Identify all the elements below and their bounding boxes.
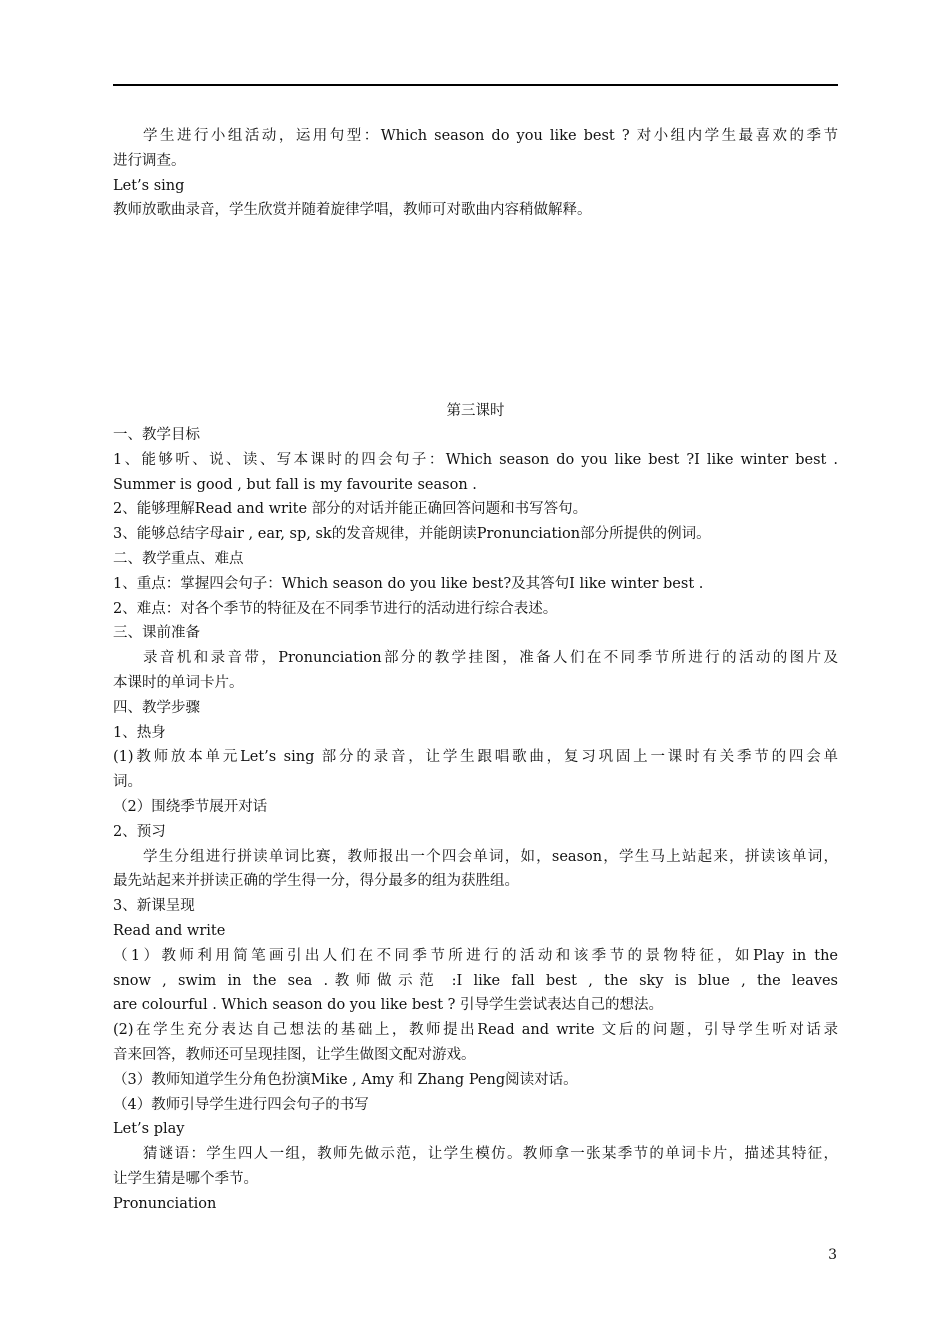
paragraph-line: Summer is good , but fall is my favourite season . [113, 476, 477, 493]
section-heading: 三、课前准备 [113, 625, 200, 642]
subheading: Let’s sing [113, 177, 185, 194]
subheading: 2、预习 [113, 823, 166, 840]
paragraph-line: 音来回答，教师还可呈现挂图，让学生做图文配对游戏。 [113, 1046, 476, 1063]
subheading: Pronunciation [113, 1195, 217, 1212]
paragraph-line: 2、难点：对各个季节的特征及在不同季节进行的活动进行综合表述。 [113, 600, 558, 617]
paragraph-line: 词。 [113, 774, 142, 791]
lesson-title: 第三课时 [446, 403, 505, 419]
paragraph-line: 学生进行小组活动，运用句型：Which season do you like best ? 对小组内学生最喜欢的季节 [143, 128, 838, 144]
paragraph-line: are colourful . Which season do you like best ? 引导学生尝试表达自己的想法。 [113, 997, 664, 1014]
paragraph-line: （1）教师利用简笔画引出人们在不同季节所进行的活动和该季节的景物特征，如Play in the [113, 947, 838, 964]
subheading: 3、新课呈现 [113, 898, 195, 915]
paragraph-line: 学生分组进行拼读单词比赛，教师报出一个四会单词，如，season，学生马上站起来，拼读该单词， [143, 848, 838, 865]
header-rule [113, 84, 838, 86]
top-section [113, 124, 838, 223]
page-number: 3 [828, 1247, 837, 1263]
paragraph-line: （4）教师引导学生进行四会句子的书写 [113, 1096, 369, 1113]
paragraph-line: 2、能够理解Read and write 部分的对话并能正确回答问题和书写答句。 [113, 501, 588, 518]
paragraph-line: 3、能够总结字母air , ear, sp, sk的发音规律，并能朗读Pronunciation部分所提供的例词。 [113, 526, 711, 543]
paragraph-line: 教师放歌曲录音，学生欣赏并随着旋律学唱，教师可对歌曲内容稍做解释。 [113, 202, 592, 219]
paragraph-line: （3）教师知道学生分角色扮演Mike , Amy 和 Zhang Peng阅读对话。 [113, 1071, 578, 1088]
paragraph-line: 进行调查。 [113, 152, 186, 169]
paragraph-line: 本课时的单词卡片。 [113, 674, 244, 691]
section-heading: 二、教学重点、难点 [113, 550, 244, 567]
subheading: Let’s play [113, 1121, 185, 1138]
paragraph-line: 猜谜语：学生四人一组，教师先做示范，让学生模仿。教师拿一张某季节的单词卡片，描述其特征， [143, 1146, 838, 1163]
lesson-body [113, 423, 838, 1217]
paragraph-line: (1)教师放本单元Let’s sing 部分的录音，让学生跟唱歌曲，复习巩固上一课时有关季节的四会单 [113, 749, 838, 766]
subheading: Read and write [113, 922, 226, 939]
paragraph-line: （2）围绕季节展开对话 [113, 798, 268, 815]
paragraph-line: (2)在学生充分表达自己想法的基础上，教师提出Read and write 文后的问题，引导学生听对话录 [113, 1022, 838, 1039]
paragraph-line: 1、重点：掌握四会句子：Which season do you like best?及其答句I like winter best . [113, 575, 704, 592]
section-heading: 一、教学目标 [113, 427, 200, 443]
paragraph-line: 最先站起来并拼读正确的学生得一分，得分最多的组为获胜组。 [113, 873, 519, 890]
paragraph-line: 让学生猜是哪个季节。 [113, 1170, 258, 1187]
paragraph-line: snow , swim in the sea .教师做示范 :I like fall best , the sky is blue , the leaves [113, 972, 838, 989]
subheading: 1、热身 [113, 724, 166, 741]
paragraph-line: 录音机和录音带，Pronunciation部分的教学挂图，准备人们在不同季节所进行的活动的图片及 [143, 650, 838, 667]
paragraph-line: 1、能够听、说、读、写本课时的四会句子：Which season do you like best ?I like winter best . [113, 451, 838, 468]
section-heading: 四、教学步骤 [113, 699, 200, 716]
